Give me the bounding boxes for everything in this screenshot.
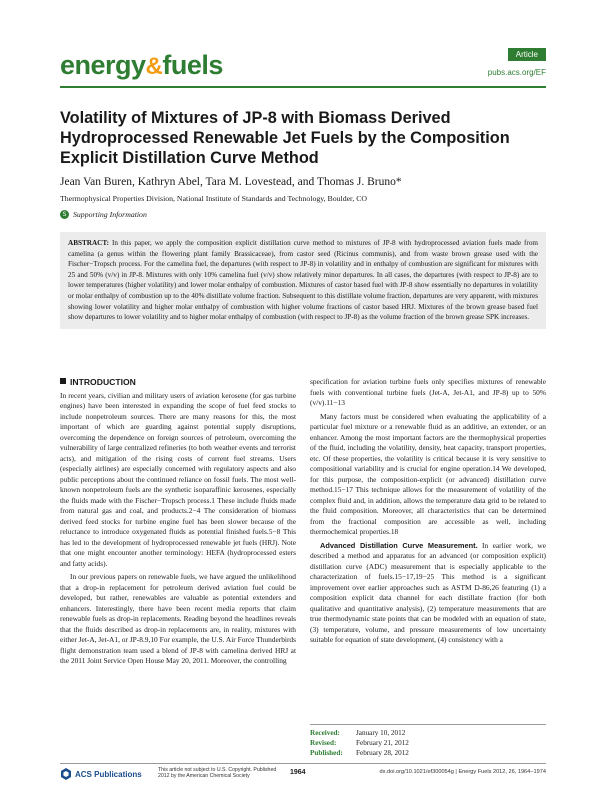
- affiliation: Thermophysical Properties Division, National Institute of Standards and Technology, Boulder, CO: [60, 194, 368, 203]
- abstract-label: ABSTRACT:: [68, 239, 110, 247]
- acs-hexagon-icon: [60, 768, 72, 780]
- supporting-info-link[interactable]: [60, 210, 147, 219]
- intro-paragraph-1: In recent years, civilian and military users of aviation kerosene (for gas turbine engines) have been interested in expanding the scope of fuel feed stocks to include nonpetroleum sources. There are many reasons for this, the most important of which are guarding against potential supply disruptions, overcoming the dependence on foreign sources of petroleum, overcoming the vulnerability of large centralized refineries (to both weather events and terrorist acts), and mitigation of the rising costs of current fuel streams. Users (especially airlines) are especially concerned with regulatory aspects and also public perceptions about the continued reliance on fossil fuels. The most well-known nonpetroleum fuels are the synthetic isoparaffinic kerosenes, especially the fluids made with the Fischer−Tropsch process.1 These include fluids made from natural gas and coal, and products.2−4 The consideration of biomass derived feed stocks for turbine engine fuel has been slower because of the reluctance to introduce oxygenated fluids as potential finished fuels.5−8 This has led to the development of hydroprocessed renewable jet fuels (HRJ). Note that one might encounter another terminology: HEFA (hydroprocessed esters and fatty acids).: [60, 390, 296, 568]
- published-date: Published: February 28, 2012: [310, 749, 409, 757]
- article-type-badge: Article: [508, 48, 546, 61]
- page-footer: [60, 763, 546, 781]
- masthead: [60, 48, 546, 84]
- right-paragraph-2: Many factors must be considered when evaluating the applicability of a particular fuel mixture or a renewable fluid as an additive, an extender, or an enhancer. Among the most important factors are the thermophysical properties of the fluid, including the volatility, density, heat capacity, transport properties, etc. Of these properties, the volatility is critical because it is very sensitive to compositional variability and is crucial for engine operation.14 We developed, for this purpose, the composition-explicit (or advanced) distillation curve method.15−17 This technique allows for the measurement of volatility of the complex fluid and, in addition, allows the temperature data grid to be related to the fluid composition. Moreover, all characteristics that can be determined from the fractional composition are accessible as well, including thermochemical properties.18: [310, 411, 546, 536]
- intro-paragraph-2: In our previous papers on renewable fuels, we have argued the unlikelihood that a drop-in replacement for petroleum derived aviation fuel could be developed, but rather, renewables are valuable as potential extenders and enhancers. Interestingly, there have been recent media reports that claim renewable fuels as drop-in replacements. Reading beyond the headlines reveals that the fluids described as drop-in replacements are, in reality, mixtures with either Jet-A, Jet-A1, or JP-8.9,10 For example, the U.S. Air Force Thunderbirds flight demonstration team used a blend of JP-8 with camelina derived HRJ at the 2011 Joint Service Open House May 20, 2011. Moreover, the controlling: [60, 572, 296, 665]
- revised-date: Revised: February 21, 2012: [310, 739, 409, 747]
- publication-dates: [310, 724, 546, 758]
- received-date: Received: January 10, 2012: [310, 729, 406, 737]
- abstract-box: [60, 232, 546, 329]
- right-column: [310, 377, 546, 649]
- journal-name-2: fuels: [162, 50, 223, 80]
- supporting-info-label: Supporting Information: [73, 210, 147, 219]
- section-bullet-icon: [60, 378, 66, 384]
- copyright-notice: This article not subject to U.S. Copyright. Published 2012 by the American Chemical Society: [158, 767, 277, 779]
- journal-url-link[interactable]: pubs.acs.org/EF: [487, 68, 546, 77]
- journal-amp: &: [145, 53, 163, 80]
- journal-logo[interactable]: [60, 50, 223, 81]
- right-paragraph-3: [310, 541, 546, 646]
- page-number: 1964: [290, 769, 306, 776]
- adc-text: In earlier work, we described a method and apparatus for an advanced (or composition explicit) distillation curve (ADC) measurement that is especially applicable to the characterization of fuels.15−17,19−25 This method is a significant improvement over earlier approaches such as ASTM D-86,26 featuring (1) a composition explicit data channel for each distillate fraction (for both qualitative and quantitative analysis), (2) temperature measurements that are true thermodynamic state points that can be modeled with an equation of state, (3) temperature, volume, and pressure measurements of low uncertainty suitable for equation of state development, (4) consistency with a: [310, 540, 546, 644]
- right-paragraph-1: specification for aviation turbine fuels only specifies mixtures of renewable fuels with conventional turbine fuels (Jet-A, Jet-A1, and JP-8) up to 50% (v/v).11−13: [310, 377, 546, 407]
- introduction-heading: INTRODUCTION: [60, 377, 296, 388]
- article-title: Volatility of Mixtures of JP-8 with Biomass Derived Hydroprocessed Renewable Jet Fuels by the Composition Explicit Distillation Curve Method: [60, 109, 510, 167]
- acs-publications-logo[interactable]: ACS Publications: [60, 768, 142, 780]
- doi-citation-link[interactable]: dx.doi.org/10.1021/ef300054g | Energy Fuels 2012, 26, 1964−1974: [379, 769, 546, 775]
- left-column: [60, 377, 296, 670]
- journal-name: energy: [60, 50, 146, 80]
- supporting-info-icon: S: [60, 210, 69, 219]
- header-divider: [60, 86, 546, 88]
- abstract-text: In this paper, we apply the composition explicit distillation curve method to mixtures of JP-8 with hydroprocessed aviation fuels made from camelina (a genus within the flowering plant family Brassicaceae), from castor seed (Ricinus communis), and from waste brown grease used with the Fischer−Tropsch process. For the camelina fuel, the departures (with respect to JP-8) in volatility and in enthalpy of combustion are significant for mixtures with 25 and 50% (v/v) in JP-8. Mixtures with only 10% camelina fuel (v/v) show relatively minor departures. In all cases, the departures (with respect to JP-8) are to lower temperatures (higher volatility) and lower molar enthalpy of combustion. Mixtures of castor based fuel with JP-8 show essentially no departures in volatility or molar enthalpy of combustion up to the 40% distillate volume fraction. Subsequent to this distillate volume fraction, departures are very apparent, with mixtures showing lower volatility and higher molar enthalpy of combustion with higher volume fractions of castor based HRJ. Mixtures of the brown grease based fuel show departures to lower volatility and to higher molar enthalpy of combustion (with respect to JP-8) as the volume fraction of the brown grease SPK increases.: [68, 239, 539, 322]
- author-list: Jean Van Buren, Kathryn Abel, Tara M. Lovestead, and Thomas J. Bruno*: [60, 176, 402, 188]
- adc-subheading: Advanced Distillation Curve Measurement.: [320, 540, 478, 550]
